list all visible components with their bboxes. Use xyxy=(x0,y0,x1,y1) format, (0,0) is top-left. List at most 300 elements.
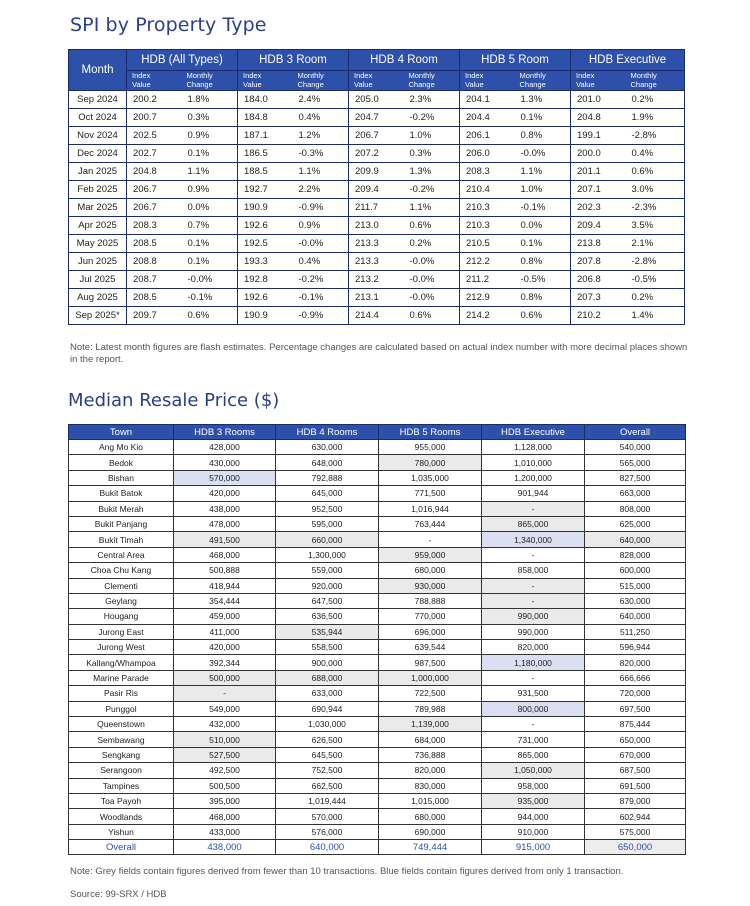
spi-change-cell: 0.1% xyxy=(182,145,238,163)
spi-index-cell: 204.8 xyxy=(571,109,626,127)
price-cell: 500,888 xyxy=(174,563,276,578)
spi-index-cell: 206.7 xyxy=(127,181,182,199)
price-cell: 575,000 xyxy=(585,824,686,839)
spi-change-cell: 1.1% xyxy=(515,163,571,181)
spi-subheader-line: Index xyxy=(465,71,484,80)
spi-change-cell: 0.8% xyxy=(515,289,571,307)
spi-index-cell: 212.9 xyxy=(460,289,515,307)
price-cell: 987,500 xyxy=(379,655,482,670)
spi-monthly-change-header xyxy=(404,71,460,91)
spi-monthly-change-header xyxy=(182,71,238,91)
spi-index-cell: 206.7 xyxy=(127,199,182,217)
spi-subheader-line: Monthly xyxy=(186,71,213,80)
spi-row xyxy=(69,271,685,289)
spi-group-header: HDB 5 Room xyxy=(460,50,571,71)
price-cell: 570,000 xyxy=(174,470,276,485)
price-cell: 691,500 xyxy=(585,778,686,793)
price-cell: 633,000 xyxy=(276,686,379,701)
spi-subheader-line: Monthly xyxy=(630,71,657,80)
spi-index-value-header xyxy=(349,71,404,91)
town-name-cell: Choa Chu Kang xyxy=(69,563,174,578)
price-cell: 500,000 xyxy=(174,670,276,685)
price-cell: - xyxy=(379,532,482,547)
spi-index-cell: 210.5 xyxy=(460,235,515,253)
spi-index-cell: 213.2 xyxy=(349,271,404,289)
median-row xyxy=(69,516,686,531)
spi-change-cell: 1.9% xyxy=(626,109,685,127)
overall-price-cell: 640,000 xyxy=(276,840,379,855)
spi-change-cell: -0.0% xyxy=(293,235,349,253)
spi-month-cell: Sep 2025* xyxy=(69,307,127,325)
price-cell: 697,500 xyxy=(585,701,686,716)
median-row xyxy=(69,501,686,516)
spi-subheader-line: Value xyxy=(465,79,484,89)
spi-index-cell: 208.3 xyxy=(460,163,515,181)
spi-index-value-header xyxy=(460,71,515,91)
spi-row xyxy=(69,307,685,325)
spi-index-cell: 207.1 xyxy=(571,181,626,199)
spi-month-cell: Feb 2025 xyxy=(69,181,127,199)
median-row xyxy=(69,717,686,732)
price-cell: 690,944 xyxy=(276,701,379,716)
spi-index-cell: 210.4 xyxy=(460,181,515,199)
price-cell: 647,500 xyxy=(276,593,379,608)
spi-index-cell: 192.7 xyxy=(238,181,293,199)
price-cell: 1,340,000 xyxy=(482,532,585,547)
spi-monthly-change-header xyxy=(515,71,571,91)
spi-group-header: HDB 4 Room xyxy=(349,50,460,71)
spi-index-cell: 206.8 xyxy=(571,271,626,289)
spi-subheader-line: Index xyxy=(576,71,595,80)
spi-index-cell: 214.4 xyxy=(349,307,404,325)
spi-index-cell: 204.4 xyxy=(460,109,515,127)
spi-change-cell: -0.0% xyxy=(404,253,460,271)
price-cell: 565,000 xyxy=(585,455,686,470)
town-name-cell: Toa Payoh xyxy=(69,793,174,808)
spi-change-cell: -0.5% xyxy=(626,271,685,289)
price-cell: 1,030,000 xyxy=(276,717,379,732)
spi-index-cell: 213.0 xyxy=(349,217,404,235)
price-cell: 680,000 xyxy=(379,563,482,578)
price-cell: 660,000 xyxy=(276,532,379,547)
price-cell: 788,888 xyxy=(379,593,482,608)
median-row xyxy=(69,440,686,455)
overall-price-cell: 915,000 xyxy=(482,840,585,855)
price-cell: 630,000 xyxy=(276,440,379,455)
price-cell: 640,000 xyxy=(585,532,686,547)
spi-change-cell: 2.2% xyxy=(293,181,349,199)
spi-change-cell: -0.0% xyxy=(404,271,460,289)
spi-change-cell: -0.1% xyxy=(293,289,349,307)
spi-index-cell: 200.7 xyxy=(127,109,182,127)
price-cell: 688,000 xyxy=(276,670,379,685)
price-cell: 865,000 xyxy=(482,747,585,762)
price-cell: 690,000 xyxy=(379,824,482,839)
spi-subheader-line: Value xyxy=(354,79,373,89)
spi-change-cell: 0.7% xyxy=(182,217,238,235)
spi-change-cell: 1.3% xyxy=(404,163,460,181)
price-cell: 827,500 xyxy=(585,470,686,485)
price-cell: 418,944 xyxy=(174,578,276,593)
price-cell: 670,000 xyxy=(585,747,686,762)
town-name-cell: Serangoon xyxy=(69,763,174,778)
price-cell: 828,000 xyxy=(585,547,686,562)
price-cell: 432,000 xyxy=(174,717,276,732)
spi-index-cell: 208.3 xyxy=(127,217,182,235)
spi-month-cell: Jul 2025 xyxy=(69,271,127,289)
spi-change-cell: -0.1% xyxy=(182,289,238,307)
spi-subheader-line: Value xyxy=(132,79,151,89)
median-row xyxy=(69,809,686,824)
price-cell: - xyxy=(482,578,585,593)
price-cell: 645,500 xyxy=(276,747,379,762)
median-row xyxy=(69,732,686,747)
spi-change-cell: 3.0% xyxy=(626,181,685,199)
price-cell: 1,010,000 xyxy=(482,455,585,470)
town-name-cell: Ang Mo Kio xyxy=(69,440,174,455)
spi-index-cell: 207.8 xyxy=(571,253,626,271)
town-name-cell: Bukit Merah xyxy=(69,501,174,516)
price-cell: 752,500 xyxy=(276,763,379,778)
spi-change-cell: 0.9% xyxy=(182,181,238,199)
price-cell: 430,000 xyxy=(174,455,276,470)
spi-change-cell: 0.1% xyxy=(515,235,571,253)
town-name-cell: Jurong West xyxy=(69,640,174,655)
price-cell: 910,000 xyxy=(482,824,585,839)
spi-index-cell: 210.3 xyxy=(460,217,515,235)
spi-index-cell: 208.7 xyxy=(127,271,182,289)
spi-index-cell: 207.2 xyxy=(349,145,404,163)
spi-index-cell: 202.7 xyxy=(127,145,182,163)
town-name-cell: Tampines xyxy=(69,778,174,793)
spi-index-cell: 200.2 xyxy=(127,91,182,109)
spi-change-cell: 0.2% xyxy=(626,91,685,109)
price-cell: 722,500 xyxy=(379,686,482,701)
spi-change-cell: -2.8% xyxy=(626,127,685,145)
spi-change-cell: 2.1% xyxy=(626,235,685,253)
price-cell: 1,016,944 xyxy=(379,501,482,516)
spi-change-cell: 0.1% xyxy=(515,109,571,127)
price-cell: 763,444 xyxy=(379,516,482,531)
spi-title: SPI by Property Type xyxy=(70,14,267,36)
price-cell: 468,000 xyxy=(174,809,276,824)
price-cell: 1,300,000 xyxy=(276,547,379,562)
price-cell: 500,500 xyxy=(174,778,276,793)
price-cell: - xyxy=(482,717,585,732)
price-cell: 558,500 xyxy=(276,640,379,655)
spi-row xyxy=(69,217,685,235)
spi-index-cell: 187.1 xyxy=(238,127,293,145)
price-cell: 930,000 xyxy=(379,578,482,593)
price-cell: 395,000 xyxy=(174,793,276,808)
median-row xyxy=(69,609,686,624)
spi-row xyxy=(69,253,685,271)
spi-subheader-line: Value xyxy=(243,79,262,89)
price-cell: - xyxy=(482,501,585,516)
median-row xyxy=(69,686,686,701)
price-cell: 468,000 xyxy=(174,547,276,562)
spi-change-cell: 1.3% xyxy=(515,91,571,109)
spi-index-cell: 210.3 xyxy=(460,199,515,217)
spi-subheader-line: Monthly xyxy=(297,71,324,80)
town-name-cell: Jurong East xyxy=(69,624,174,639)
spi-row xyxy=(69,235,685,253)
spi-change-cell: 0.4% xyxy=(293,109,349,127)
price-cell: 1,139,000 xyxy=(379,717,482,732)
spi-change-cell: -0.2% xyxy=(404,181,460,199)
town-name-cell: Central Area xyxy=(69,547,174,562)
median-column-header: HDB 5 Rooms xyxy=(379,425,482,440)
price-cell: 959,000 xyxy=(379,547,482,562)
town-name-cell: Punggol xyxy=(69,701,174,716)
median-row xyxy=(69,655,686,670)
spi-index-cell: 209.4 xyxy=(349,181,404,199)
price-cell: 602,944 xyxy=(585,809,686,824)
price-cell: 625,000 xyxy=(585,516,686,531)
spi-group-header: HDB Executive xyxy=(571,50,685,71)
price-cell: 1,000,000 xyxy=(379,670,482,685)
spi-index-cell: 206.7 xyxy=(349,127,404,145)
price-cell: 535,944 xyxy=(276,624,379,639)
spi-change-cell: -0.2% xyxy=(404,109,460,127)
median-overall-row xyxy=(69,840,686,855)
median-row xyxy=(69,455,686,470)
spi-change-cell: -0.1% xyxy=(515,199,571,217)
price-cell: 459,000 xyxy=(174,609,276,624)
spi-index-cell: 211.2 xyxy=(460,271,515,289)
price-cell: 433,000 xyxy=(174,824,276,839)
overall-price-cell: 438,000 xyxy=(174,840,276,855)
price-cell: 684,000 xyxy=(379,732,482,747)
price-cell: 1,035,000 xyxy=(379,470,482,485)
median-note: Note: Grey fields contain figures derived from fewer than 10 transactions. Blue fields contain figures derived from only 1 transaction. xyxy=(70,866,624,877)
spi-index-cell: 193.3 xyxy=(238,253,293,271)
spi-index-cell: 201.1 xyxy=(571,163,626,181)
median-row xyxy=(69,747,686,762)
spi-index-cell: 186.5 xyxy=(238,145,293,163)
price-cell: 1,200,000 xyxy=(482,470,585,485)
price-cell: 492,500 xyxy=(174,763,276,778)
overall-price-cell: 749,444 xyxy=(379,840,482,855)
median-row xyxy=(69,824,686,839)
spi-index-cell: 190.9 xyxy=(238,199,293,217)
spi-index-value-header xyxy=(571,71,626,91)
median-header-row xyxy=(69,425,686,440)
price-cell: 720,000 xyxy=(585,686,686,701)
price-cell: 645,000 xyxy=(276,486,379,501)
spi-row xyxy=(69,109,685,127)
spi-index-cell: 213.8 xyxy=(571,235,626,253)
price-cell: 1,128,000 xyxy=(482,440,585,455)
town-name-cell: Bukit Panjang xyxy=(69,516,174,531)
town-name-cell: Bukit Batok xyxy=(69,486,174,501)
spi-change-cell: 0.6% xyxy=(626,163,685,181)
price-cell: 510,000 xyxy=(174,732,276,747)
spi-month-cell: Jan 2025 xyxy=(69,163,127,181)
spi-change-cell: -0.5% xyxy=(515,271,571,289)
town-name-cell: Clementi xyxy=(69,578,174,593)
spi-index-cell: 204.1 xyxy=(460,91,515,109)
spi-change-cell: 0.6% xyxy=(182,307,238,325)
spi-index-cell: 205.0 xyxy=(349,91,404,109)
spi-month-cell: Mar 2025 xyxy=(69,199,127,217)
spi-change-cell: -0.0% xyxy=(182,271,238,289)
price-cell: 875,444 xyxy=(585,717,686,732)
price-cell: 1,180,000 xyxy=(482,655,585,670)
town-name-cell: Kallang/Whampoa xyxy=(69,655,174,670)
price-cell: 920,000 xyxy=(276,578,379,593)
spi-change-cell: 0.8% xyxy=(515,127,571,145)
spi-change-cell: 2.4% xyxy=(293,91,349,109)
spi-change-cell: -0.0% xyxy=(515,145,571,163)
spi-table xyxy=(68,49,685,325)
spi-row xyxy=(69,91,685,109)
spi-index-cell: 190.9 xyxy=(238,307,293,325)
spi-change-cell: 1.1% xyxy=(293,163,349,181)
spi-change-cell: 1.0% xyxy=(515,181,571,199)
price-cell: 559,000 xyxy=(276,563,379,578)
spi-index-cell: 192.5 xyxy=(238,235,293,253)
price-cell: 392,344 xyxy=(174,655,276,670)
spi-change-cell: 0.3% xyxy=(182,109,238,127)
spi-change-cell: 3.5% xyxy=(626,217,685,235)
median-column-header: HDB 4 Rooms xyxy=(276,425,379,440)
price-cell: 630,000 xyxy=(585,593,686,608)
spi-index-cell: 208.5 xyxy=(127,289,182,307)
median-row xyxy=(69,563,686,578)
median-row xyxy=(69,486,686,501)
spi-group-header: HDB 3 Room xyxy=(238,50,349,71)
median-row xyxy=(69,701,686,716)
spi-change-cell: 0.9% xyxy=(182,127,238,145)
spi-index-cell: 208.8 xyxy=(127,253,182,271)
source-text: Source: 99-SRX / HDB xyxy=(70,889,167,900)
spi-index-cell: 200.0 xyxy=(571,145,626,163)
price-cell: 663,000 xyxy=(585,486,686,501)
spi-index-value-header xyxy=(238,71,293,91)
spi-note: Note: Latest month figures are flash estimates. Percentage changes are calculated based on actual index number with more decimal places shown in the report. xyxy=(70,342,688,365)
median-row xyxy=(69,470,686,485)
price-cell: 820,000 xyxy=(585,655,686,670)
spi-subheader-line: Change xyxy=(186,79,213,89)
price-cell: 640,000 xyxy=(585,609,686,624)
price-cell: 648,000 xyxy=(276,455,379,470)
price-cell: 808,000 xyxy=(585,501,686,516)
median-row xyxy=(69,593,686,608)
spi-subheader-line: Index xyxy=(132,71,151,80)
town-name-cell: Pasir Ris xyxy=(69,686,174,701)
median-title: Median Resale Price ($) xyxy=(68,390,280,411)
price-cell: 600,000 xyxy=(585,563,686,578)
median-row xyxy=(69,670,686,685)
spi-change-cell: 1.4% xyxy=(626,307,685,325)
price-cell: 931,500 xyxy=(482,686,585,701)
spi-row xyxy=(69,181,685,199)
spi-change-cell: 0.4% xyxy=(626,145,685,163)
median-row xyxy=(69,793,686,808)
price-cell: 731,000 xyxy=(482,732,585,747)
spi-index-cell: 201.0 xyxy=(571,91,626,109)
spi-month-header: Month xyxy=(69,50,127,91)
spi-index-value-header xyxy=(127,71,182,91)
town-name-cell: Marine Parade xyxy=(69,670,174,685)
price-cell: 596,944 xyxy=(585,640,686,655)
price-cell: - xyxy=(174,686,276,701)
price-cell: 420,000 xyxy=(174,640,276,655)
spi-index-cell: 211.7 xyxy=(349,199,404,217)
spi-index-cell: 202.5 xyxy=(127,127,182,145)
price-cell: 576,000 xyxy=(276,824,379,839)
price-cell: 478,000 xyxy=(174,516,276,531)
price-cell: 420,000 xyxy=(174,486,276,501)
spi-subheader-line: Value xyxy=(576,79,595,89)
spi-change-cell: -2.8% xyxy=(626,253,685,271)
spi-header-row xyxy=(69,50,685,71)
spi-index-cell: 192.8 xyxy=(238,271,293,289)
price-cell: 879,000 xyxy=(585,793,686,808)
spi-change-cell: 0.0% xyxy=(515,217,571,235)
town-name-cell: Bishan xyxy=(69,470,174,485)
spi-monthly-change-header xyxy=(626,71,685,91)
town-name-cell: Hougang xyxy=(69,609,174,624)
spi-index-cell: 212.2 xyxy=(460,253,515,271)
spi-change-cell: 0.2% xyxy=(626,289,685,307)
median-row xyxy=(69,532,686,547)
town-name-cell: Geylang xyxy=(69,593,174,608)
spi-month-cell: Jun 2025 xyxy=(69,253,127,271)
spi-month-cell: Aug 2025 xyxy=(69,289,127,307)
price-cell: - xyxy=(482,670,585,685)
spi-index-cell: 192.6 xyxy=(238,217,293,235)
spi-index-cell: 208.5 xyxy=(127,235,182,253)
spi-index-cell: 199.1 xyxy=(571,127,626,145)
median-column-header: HDB Executive xyxy=(482,425,585,440)
spi-change-cell: 0.1% xyxy=(182,235,238,253)
spi-change-cell: 0.6% xyxy=(515,307,571,325)
price-cell: 662,500 xyxy=(276,778,379,793)
overall-label-cell: Overall xyxy=(69,840,174,855)
spi-month-cell: Dec 2024 xyxy=(69,145,127,163)
spi-index-cell: 204.8 xyxy=(127,163,182,181)
spi-change-cell: -0.3% xyxy=(293,145,349,163)
spi-index-cell: 184.8 xyxy=(238,109,293,127)
price-cell: 820,000 xyxy=(482,640,585,655)
spi-index-cell: 192.6 xyxy=(238,289,293,307)
median-row xyxy=(69,547,686,562)
spi-index-cell: 188.5 xyxy=(238,163,293,181)
spi-index-cell: 207.3 xyxy=(571,289,626,307)
spi-index-cell: 213.1 xyxy=(349,289,404,307)
median-column-header: HDB 3 Rooms xyxy=(174,425,276,440)
median-row xyxy=(69,624,686,639)
spi-change-cell: 0.3% xyxy=(404,145,460,163)
spi-subheader-line: Monthly xyxy=(519,71,546,80)
price-cell: 570,000 xyxy=(276,809,379,824)
spi-index-cell: 184.0 xyxy=(238,91,293,109)
spi-row xyxy=(69,145,685,163)
price-cell: 639,544 xyxy=(379,640,482,655)
price-cell: 901,944 xyxy=(482,486,585,501)
price-cell: 411,000 xyxy=(174,624,276,639)
overall-price-cell: 650,000 xyxy=(585,840,686,855)
spi-change-cell: -0.2% xyxy=(293,271,349,289)
spi-change-cell: -0.9% xyxy=(293,199,349,217)
spi-index-cell: 209.9 xyxy=(349,163,404,181)
price-cell: 770,000 xyxy=(379,609,482,624)
spi-change-cell: -0.0% xyxy=(404,289,460,307)
price-cell: 820,000 xyxy=(379,763,482,778)
price-cell: 527,500 xyxy=(174,747,276,762)
